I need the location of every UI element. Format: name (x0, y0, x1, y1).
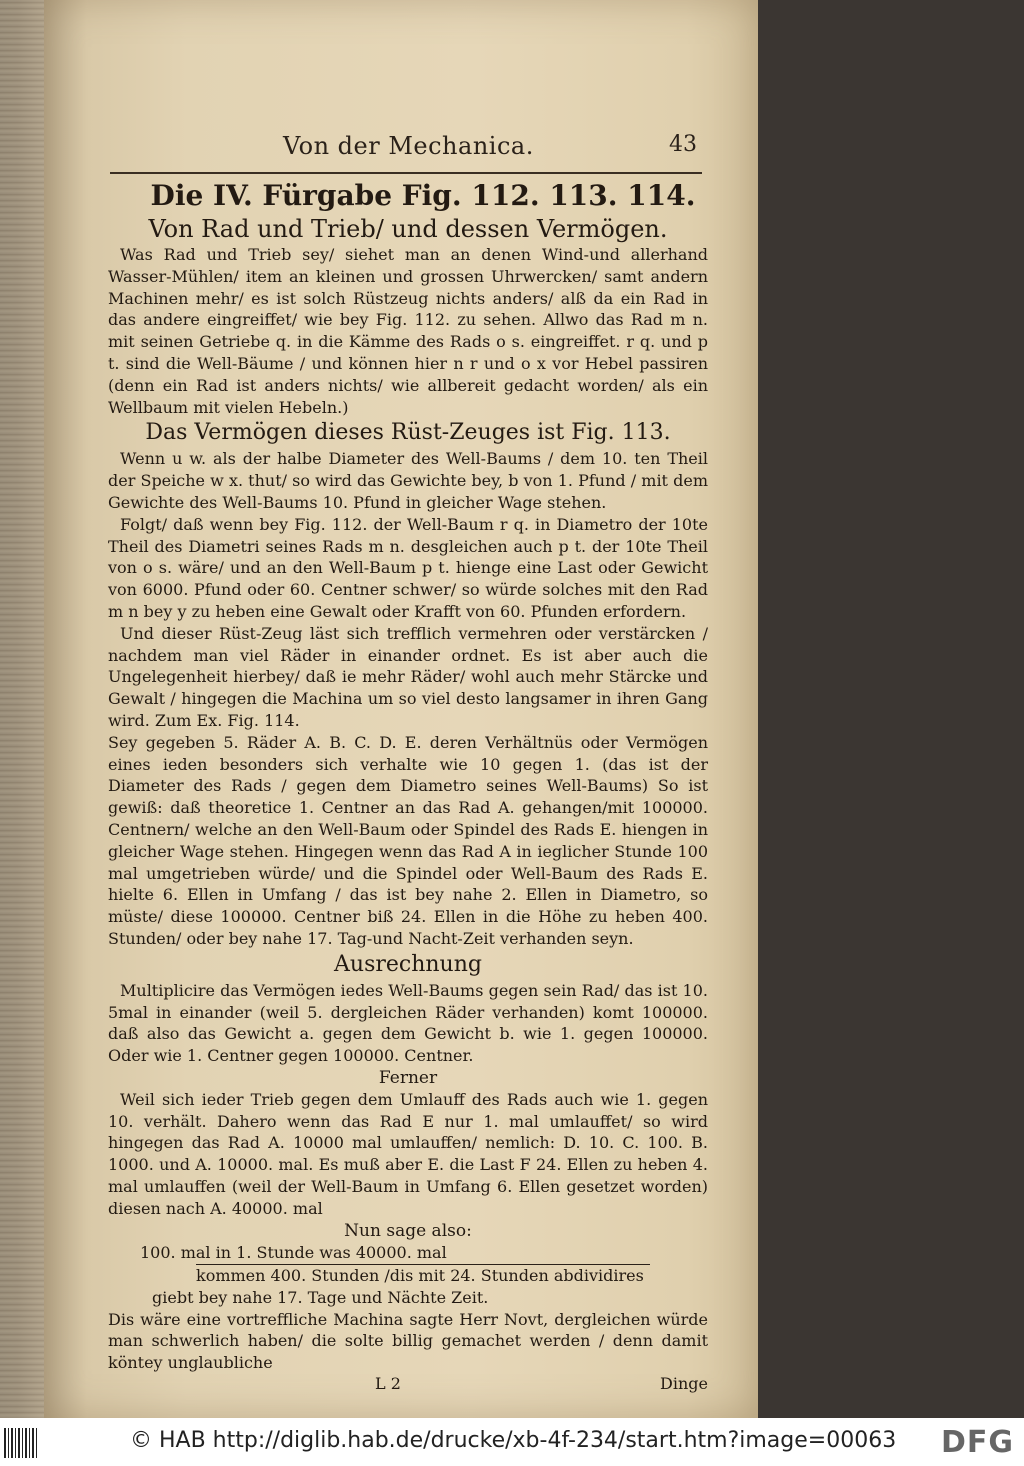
page-number: 43 (669, 132, 697, 157)
paragraph-trieb: Weil sich ieder Trieb gegen dem Umlauff des Rads auch wie 1. gegen 10. verhält. Dahero wenn das Rad E nur 1. mal umlauffet/ so wird hingegen das Rad A. 10000 mal umlauffen/ nemlich: D. 10. C. 100. B. 1000. und A. 10000. mal. Es muß aber E. die Last F 24. Ellen zu heben 4. mal umlauffen (weil der Well-Baum in Umfang 6. Ellen gesetzet worden) diesen nach A. 40000. mal (108, 1089, 708, 1218)
paragraph-multiplicire: Multiplicire das Vermögen iedes Well-Baums gegen sein Rad/ das ist 10. 5mal in einander (weil 5. dergleichen Räder verhanden) komt 100000. daß also das Gewicht a. gegen dem Gewicht b. wie 1. gegen 100000. Oder wie 1. Centner gegen 100000. Centner. (108, 980, 708, 1066)
header-rule (110, 172, 702, 174)
signature-mark: L 2 (375, 1374, 401, 1394)
barcode-icon (4, 1428, 38, 1458)
paragraph-raeder: Sey gegeben 5. Räder A. B. C. D. E. deren Verhältnüs oder Vermögen eines ieden besonders sich verhalte wie 10 gegen 1. (das ist der Diameter des Rads / gegen dem Diametro seines Well-Baums) So ist gewiß: daß theoretice 1. Centner an das Rad A. gehangen/mit 100000. Centnern/ welche an den Well-Baum oder Spindel des Rads E. hiengen in gleicher Wage stehen. Hingegen wenn das Rad A in ieglicher Stunde 100 mal umgetrieben würde/ und die Spindel oder Well-Baum des Rads E. hielte 6. Ellen in Umfang / das ist bey nahe 2. Ellen in Diametro, so müste/ diese 100000. Centner biß 24. Ellen in die Höhe zu heben 400. Stunden/ oder bey nahe 17. Tag-und Nacht-Zeit verhanden seyn. (108, 732, 708, 948)
page-foot-line (108, 1374, 708, 1396)
running-title: Von der Mechanica. (283, 132, 534, 160)
viewer-footer (0, 1418, 1024, 1466)
calculation-line-3: giebt bey nahe 17. Tage und Nächte Zeit. (152, 1287, 489, 1307)
subheading-ausrechnung: Ausrechnung (334, 951, 482, 977)
section-heading: Die IV. Fürgabe Fig. 112. 113. 114. (150, 179, 696, 212)
section-subheading: Von Rad und Trieb/ und dessen Vermögen. (148, 215, 668, 243)
page-edges (0, 0, 48, 1418)
paragraph-rad-trieb: Was Rad und Trieb sey/ siehet man an denen Wind-und allerhand Wasser-Mühlen/ item an kleinen und grossen Uhrwercken/ samt andern Machinen mehr/ es ist solch Rüstzeug nichts anders/ alß da ein Rad in das andere eingreiffet/ wie bey Fig. 112. zu sehen. Allwo das Rad m n. mit seinen Getriebe q. in die Kämme des Rads o s. eingreiffet. r q. und p t. sind die Well-Bäume / und können hier n r und o x vor Hebel passiren (denn ein Rad ist anders nichts/ wie allbereit gedacht worden/ als ein Wellbaum mit vielen Hebeln.) (108, 245, 708, 417)
nun-sage-line: Nun sage also: (344, 1220, 472, 1241)
calculation-line-2: kommen 400. Stunden /dis mit 24. Stunden abdividires (196, 1264, 650, 1287)
paragraph-machina: Dis wäre eine vortreffliche Machina sagte Herr Novt, dergleichen würde man schwerlich haben/ die solte billig gemachet werden / denn damit köntey unglaubliche (108, 1309, 708, 1373)
subheading-ferner: Ferner (378, 1067, 438, 1088)
dfg-logo: DFG (940, 1425, 1014, 1460)
page-header (283, 128, 703, 168)
paragraph-folgt: Folgt/ daß wenn bey Fig. 112. der Well-Baum r q. in Diametro der 10te Theil des Diametri seines Rads m n. desgleichen auch p t. der 10te Theil von o s. wäre/ und an den Well-Baum p t. hienge eine Last oder Gewicht von 6000. Pfund oder 60. Centner schwer/ so würde solches mit den Rad m n bey y zu heben eine Gewalt oder Krafft von 60. Pfunden erfordern. (108, 514, 708, 621)
calculation-line-1: 100. mal in 1. Stunde was 40000. mal (140, 1242, 447, 1262)
paragraph-wellbaum: Wenn u w. als der halbe Diameter des Well-Baums / dem 10. ten Theil der Speiche w x. thut/ so wird das Gewichte bey, b von 1. Pfund / mit dem Gewichte des Well-Baums 10. Pfund in gleicher Wage stehen. (108, 449, 708, 512)
subheading-vermoegen: Das Vermögen dieses Rüst-Zeuges ist Fig. 113. (145, 420, 671, 446)
paragraph-ruestzeug: Und dieser Rüst-Zeug läst sich trefflich vermehren oder verstärcken / nachdem man viel Räder in einander ordnet. Es ist aber auch die Ungelegenheit hierbey/ daß ie mehr Räder/ wohl auch mehr Stärcke und Gewalt / hingegen die Machina um so viel desto langsamer in ihren Gang wird. Zum Ex. Fig. 114. (108, 623, 708, 730)
scan-backdrop (758, 0, 1024, 1418)
source-credit[interactable]: © HAB http://diglib.hab.de/drucke/xb-4f-234/start.htm?image=00063 (130, 1428, 897, 1453)
catchword: Dinge (660, 1374, 708, 1394)
page-body (108, 178, 708, 1396)
